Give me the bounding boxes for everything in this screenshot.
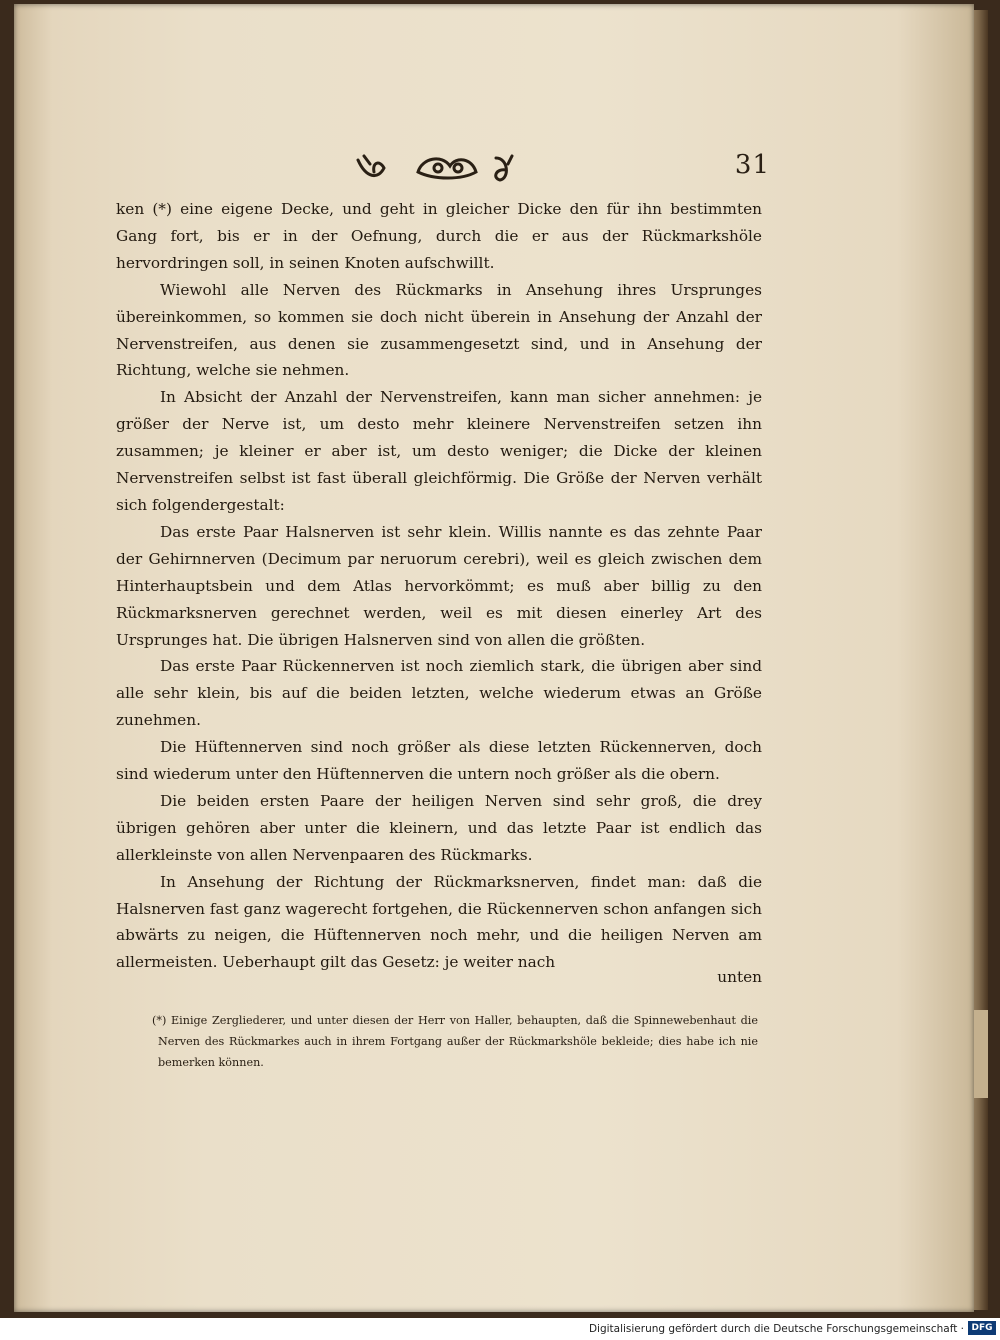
paragraph: In Ansehung der Richtung der Rückmarksnerven, findet man: daß die Halsnerven fast ganz wagerecht fortgehen, die Rückennerven schon anfangen sich abwärts zu neigen, die Hüftennerven noch mehr, und die heiligen Nerven am allermeisten. Ueberhaupt gilt das Gesetz: je weiter nach: [116, 872, 762, 972]
digitization-credit: Digitalisierung gefördert durch die Deutsche Forschungsgemeinschaft ·: [588, 1323, 964, 1335]
page-header: [100, 150, 770, 190]
main-text: [116, 196, 762, 976]
ornament-headpiece-icon: [350, 150, 520, 186]
page-number: 31: [734, 150, 770, 180]
footnote: (*) Einige Zergliederer, und unter diesen der Herr von Haller, behaupten, daß die Spinnewebenhaut die Nerven des Rückmarkes auch in ihrem Fortgang außer der Rückmarkshöle bekleide; dies habe ich nie bemerken können.: [152, 1014, 758, 1069]
paragraph: ken (*) eine eigene Decke, und geht in gleicher Dicke den für ihn bestimmten Gang fort, bis er in der Oefnung, durch die er aus der Rückmarkshöle hervordringen soll, in seinen Knoten aufschwillt.: [116, 200, 762, 272]
paragraph: In Absicht der Anzahl der Nervenstreifen, kann man sicher annehmen: je größer der Nerve ist, um desto mehr kleinere Nervenstreifen setzen ihn zusammen; je kleiner er aber ist, um desto weniger; die Dicke der kleinen Nervenstreifen selbst ist fast überall gleichförmig. Die Größe der Nerven verhält sich folgendergestalt:: [116, 388, 762, 514]
paragraph: Das erste Paar Halsnerven ist sehr klein. Willis nannte es das zehnte Paar der Gehirnnerven (Decimum par neruorum cerebri), weil es gleich zwischen dem Hinterhauptsbein und dem Atlas hervorkömmt; es muß aber billig zu den Rückmarksnerven gerechnet werden, weil es mit diesen einerley Art des Ursprunges hat. Die übrigen Halsnerven sind von allen die größten.: [116, 522, 762, 649]
paragraph: Die beiden ersten Paare der heiligen Nerven sind sehr groß, die drey übrigen gehören aber unter die kleinern, und das letzte Paar ist endlich das allerkleinste von allen Nervenpaaren des Rückmarks.: [116, 791, 762, 864]
paragraph: Das erste Paar Rückennerven ist noch ziemlich stark, die übrigen aber sind alle sehr klein, bis auf die beiden letzten, welche wiederum etwas an Größe zunehmen.: [116, 657, 762, 730]
paragraph: Die Hüftennerven sind noch größer als diese letzten Rückennerven, doch sind wiederum unter den Hüftennerven die untern noch größer als die obern.: [116, 738, 762, 784]
catchword: unten: [717, 968, 762, 986]
dfg-logo-icon: DFG: [968, 1321, 996, 1335]
paragraph: Wiewohl alle Nerven des Rückmarks in Ansehung ihres Ursprunges übereinkommen, so kommen sie doch nicht überein in Ansehung der Anzahl der Nervenstreifen, aus denen sie zusammengesetzt sind, und in Ansehung der Richtung, welche sie nehmen.: [116, 280, 762, 380]
